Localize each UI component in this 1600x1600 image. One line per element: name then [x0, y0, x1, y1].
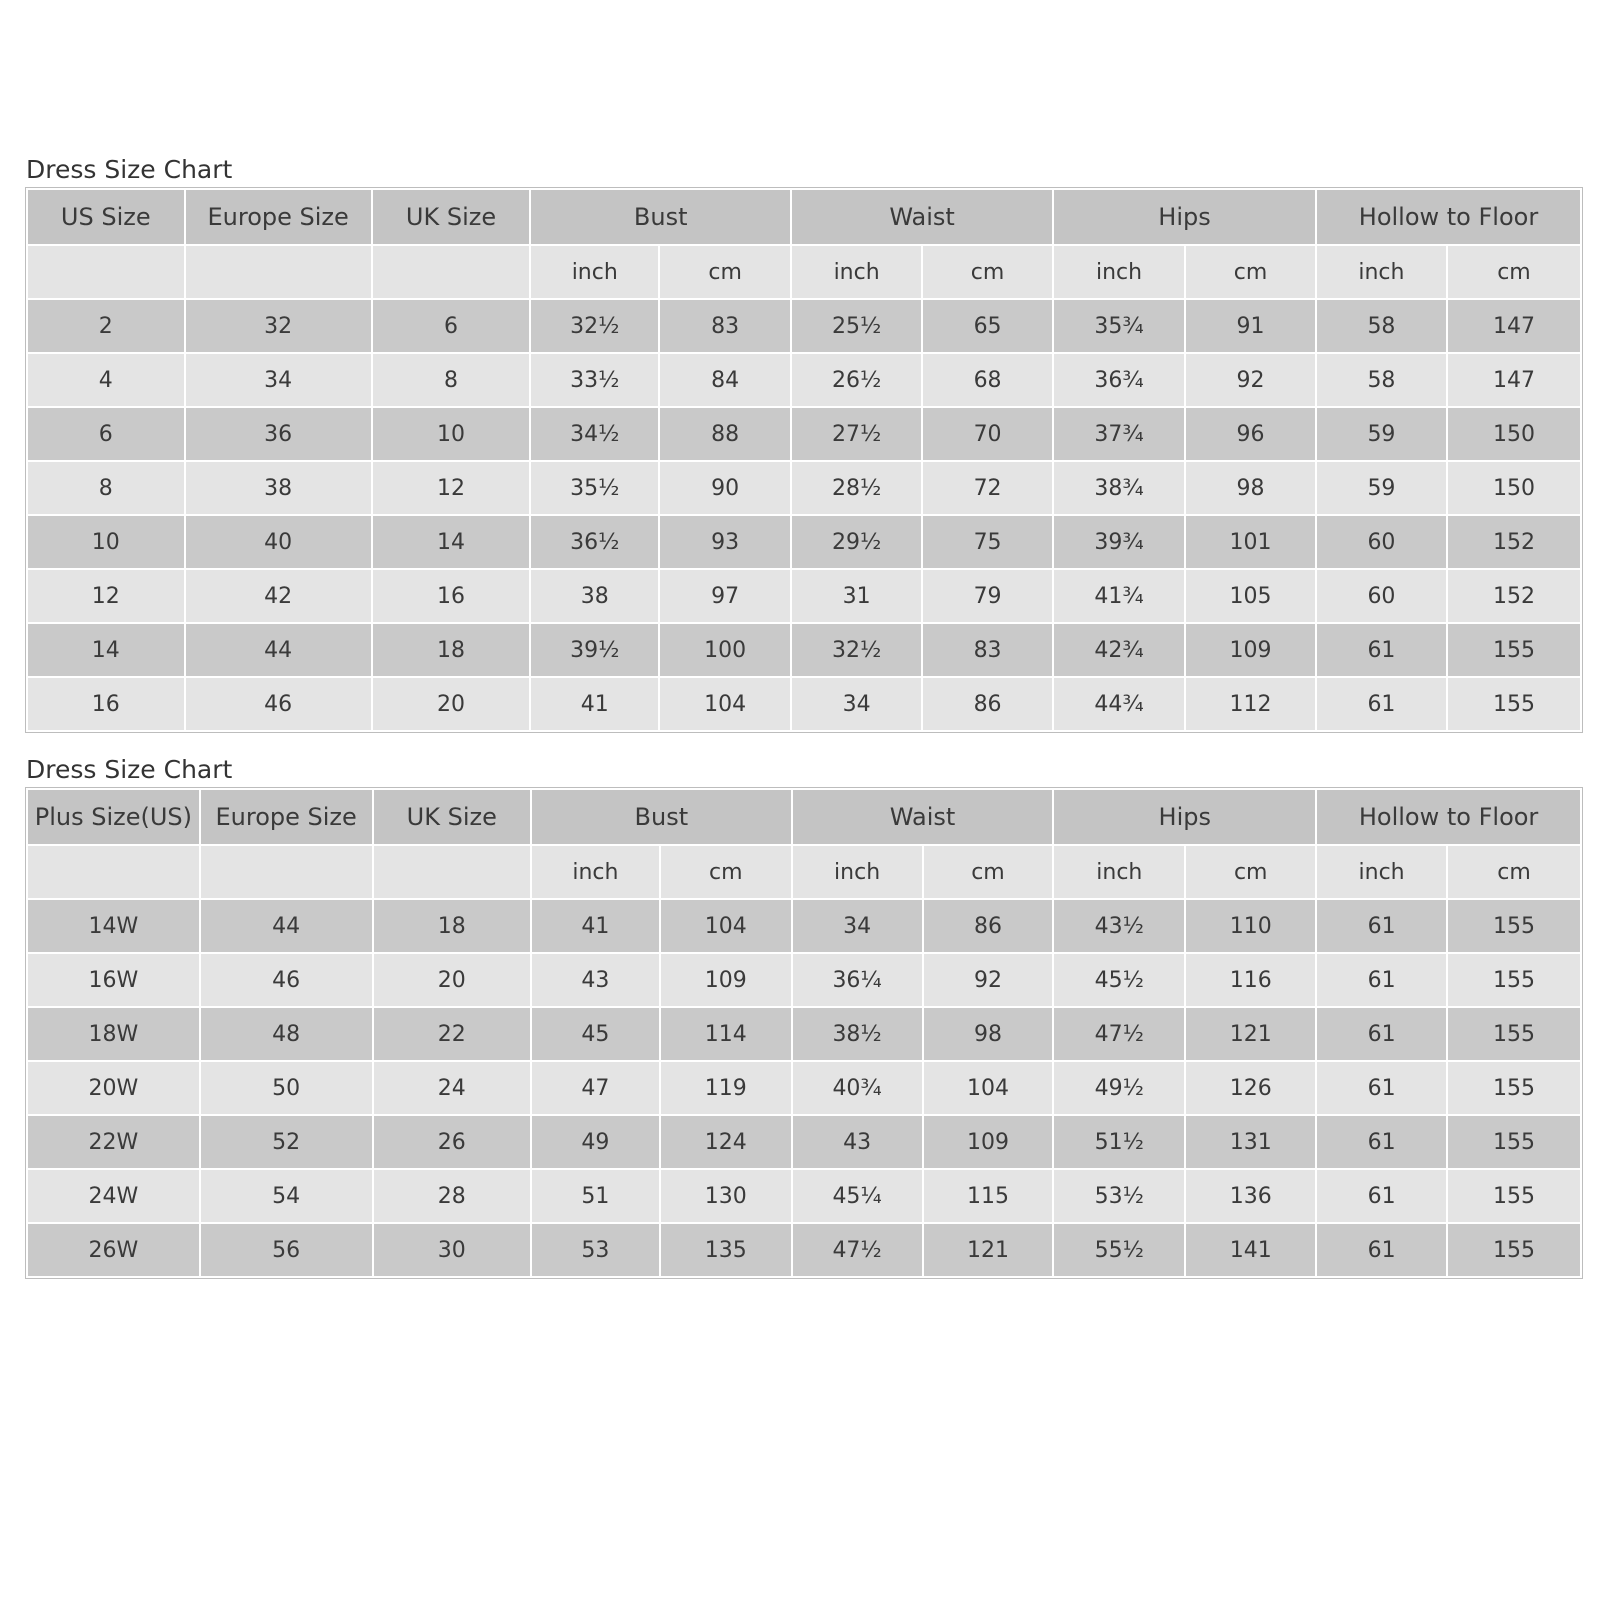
table-cell: 36 — [185, 407, 372, 461]
table-cell: 8 — [372, 353, 531, 407]
table-cell: 14 — [27, 623, 185, 677]
header-row — [27, 789, 1581, 845]
table-cell: 6 — [372, 299, 531, 353]
table-cell: 61 — [1316, 1223, 1447, 1277]
chart-title: Dress Size Chart — [26, 755, 233, 784]
table-row — [27, 1223, 1581, 1277]
table-row — [27, 299, 1581, 353]
table-cell: 10 — [27, 515, 185, 569]
table-cell: 32 — [185, 299, 372, 353]
table-cell: 34 — [791, 677, 922, 731]
table-cell: 115 — [923, 1169, 1054, 1223]
table-cell: 155 — [1447, 1007, 1581, 1061]
table-cell: 16 — [372, 569, 531, 623]
table-cell: 27½ — [791, 407, 922, 461]
empty-cell — [27, 845, 200, 899]
table-cell: 47 — [531, 1061, 660, 1115]
table-cell: 22W — [27, 1115, 200, 1169]
column-header: Bust — [531, 789, 792, 845]
table-cell: 42 — [185, 569, 372, 623]
table-cell: 26 — [373, 1115, 531, 1169]
table-cell: 147 — [1447, 299, 1581, 353]
table-cell: 61 — [1316, 1169, 1447, 1223]
table-cell: 155 — [1447, 899, 1581, 953]
table-cell: 93 — [659, 515, 791, 569]
table-row — [27, 407, 1581, 461]
table-cell: 90 — [659, 461, 791, 515]
table-cell: 88 — [659, 407, 791, 461]
table-cell: 44 — [185, 623, 372, 677]
table-cell: 155 — [1447, 1061, 1581, 1115]
table-cell: 34 — [185, 353, 372, 407]
table-cell: 136 — [1185, 1169, 1316, 1223]
table-cell: 45½ — [1053, 953, 1185, 1007]
unit-label: cm — [1447, 845, 1581, 899]
table-cell: 61 — [1316, 899, 1447, 953]
table-cell: 155 — [1447, 1223, 1581, 1277]
table-cell: 155 — [1447, 1115, 1581, 1169]
column-header: US Size — [27, 189, 185, 245]
table-cell: 83 — [922, 623, 1053, 677]
empty-cell — [200, 845, 373, 899]
table-cell: 28½ — [791, 461, 922, 515]
table-cell: 47½ — [792, 1223, 923, 1277]
column-header: Waist — [792, 789, 1054, 845]
unit-row — [27, 245, 1581, 299]
table-cell: 6 — [27, 407, 185, 461]
column-header: Hollow to Floor — [1316, 189, 1581, 245]
size-chart-plus — [26, 752, 1582, 1278]
table-cell: 46 — [185, 677, 372, 731]
column-header: Hips — [1053, 789, 1316, 845]
table-cell: 61 — [1316, 623, 1447, 677]
table-cell: 155 — [1447, 623, 1581, 677]
table-cell: 68 — [922, 353, 1053, 407]
table-cell: 97 — [659, 569, 791, 623]
unit-label: cm — [923, 845, 1054, 899]
unit-label: inch — [792, 845, 923, 899]
table-cell: 43½ — [1053, 899, 1185, 953]
table-cell: 135 — [660, 1223, 792, 1277]
table-cell: 16W — [27, 953, 200, 1007]
table-cell: 54 — [200, 1169, 373, 1223]
table-cell: 32½ — [530, 299, 659, 353]
table-cell: 96 — [1185, 407, 1316, 461]
table-cell: 131 — [1185, 1115, 1316, 1169]
table-row — [27, 461, 1581, 515]
table-cell: 38½ — [792, 1007, 923, 1061]
unit-label: cm — [1185, 845, 1316, 899]
table-cell: 36¾ — [1053, 353, 1185, 407]
table-cell: 60 — [1316, 569, 1447, 623]
table-cell: 34½ — [530, 407, 659, 461]
table-cell: 50 — [200, 1061, 373, 1115]
table-cell: 14 — [372, 515, 531, 569]
table-cell: 65 — [922, 299, 1053, 353]
column-header: Hollow to Floor — [1316, 789, 1581, 845]
column-header: Bust — [530, 189, 791, 245]
column-header: Plus Size(US) — [27, 789, 200, 845]
table-cell: 116 — [1185, 953, 1316, 1007]
column-header: UK Size — [372, 189, 531, 245]
table-cell: 28 — [373, 1169, 531, 1223]
table-cell: 61 — [1316, 1115, 1447, 1169]
table-cell: 40¾ — [792, 1061, 923, 1115]
table-cell: 12 — [27, 569, 185, 623]
table-cell: 4 — [27, 353, 185, 407]
table-cell: 98 — [1185, 461, 1316, 515]
table-cell: 41 — [530, 677, 659, 731]
table-cell: 48 — [200, 1007, 373, 1061]
table-cell: 60 — [1316, 515, 1447, 569]
table-cell: 104 — [660, 899, 792, 953]
table-cell: 109 — [1185, 623, 1316, 677]
unit-label: inch — [530, 245, 659, 299]
table-cell: 58 — [1316, 353, 1447, 407]
table-cell: 61 — [1316, 677, 1447, 731]
table-cell: 32½ — [791, 623, 922, 677]
table-cell: 16 — [27, 677, 185, 731]
table-row — [27, 899, 1581, 953]
unit-label: cm — [659, 245, 791, 299]
table-cell: 29½ — [791, 515, 922, 569]
table-cell: 43 — [792, 1115, 923, 1169]
header-row — [27, 189, 1581, 245]
table-cell: 49½ — [1053, 1061, 1185, 1115]
table-cell: 25½ — [791, 299, 922, 353]
table-row — [27, 953, 1581, 1007]
table-cell: 155 — [1447, 1169, 1581, 1223]
chart-title: Dress Size Chart — [26, 155, 233, 184]
table-cell: 36¼ — [792, 953, 923, 1007]
table-cell: 45 — [531, 1007, 660, 1061]
table-cell: 18 — [372, 623, 531, 677]
table-row — [27, 1169, 1581, 1223]
table-cell: 79 — [922, 569, 1053, 623]
table-cell: 12 — [372, 461, 531, 515]
table-row — [27, 1115, 1581, 1169]
empty-cell — [27, 245, 185, 299]
table-cell: 38 — [185, 461, 372, 515]
table-cell: 155 — [1447, 677, 1581, 731]
table-cell: 35¾ — [1053, 299, 1185, 353]
table-cell: 26W — [27, 1223, 200, 1277]
table-cell: 112 — [1185, 677, 1316, 731]
table-cell: 24W — [27, 1169, 200, 1223]
table-cell: 126 — [1185, 1061, 1316, 1115]
unit-label: inch — [1053, 245, 1185, 299]
table-cell: 152 — [1447, 515, 1581, 569]
table-cell: 86 — [923, 899, 1054, 953]
table-cell: 42¾ — [1053, 623, 1185, 677]
table-cell: 41¾ — [1053, 569, 1185, 623]
table-cell: 14W — [27, 899, 200, 953]
table-cell: 114 — [660, 1007, 792, 1061]
table-cell: 51 — [531, 1169, 660, 1223]
table-cell: 24 — [373, 1061, 531, 1115]
table-cell: 44 — [200, 899, 373, 953]
table-cell: 141 — [1185, 1223, 1316, 1277]
table-cell: 150 — [1447, 407, 1581, 461]
unit-label: inch — [1053, 845, 1185, 899]
unit-row — [27, 845, 1581, 899]
table-cell: 59 — [1316, 407, 1447, 461]
empty-cell — [372, 245, 531, 299]
table-cell: 37¾ — [1053, 407, 1185, 461]
table-cell: 53 — [531, 1223, 660, 1277]
table-cell: 130 — [660, 1169, 792, 1223]
table-cell: 26½ — [791, 353, 922, 407]
table-cell: 20 — [372, 677, 531, 731]
table-cell: 150 — [1447, 461, 1581, 515]
size-chart-standard — [26, 152, 1582, 732]
unit-label: inch — [791, 245, 922, 299]
table-cell: 61 — [1316, 953, 1447, 1007]
table-cell: 121 — [923, 1223, 1054, 1277]
table-cell: 30 — [373, 1223, 531, 1277]
table-cell: 45¼ — [792, 1169, 923, 1223]
table-cell: 98 — [923, 1007, 1054, 1061]
size-table — [26, 788, 1582, 1278]
column-header: Europe Size — [185, 189, 372, 245]
table-row — [27, 569, 1581, 623]
table-cell: 2 — [27, 299, 185, 353]
table-cell: 152 — [1447, 569, 1581, 623]
table-cell: 84 — [659, 353, 791, 407]
table-cell: 58 — [1316, 299, 1447, 353]
unit-label: cm — [922, 245, 1053, 299]
table-cell: 51½ — [1053, 1115, 1185, 1169]
table-cell: 61 — [1316, 1007, 1447, 1061]
unit-label: inch — [1316, 845, 1447, 899]
table-cell: 56 — [200, 1223, 373, 1277]
table-cell: 33½ — [530, 353, 659, 407]
table-cell: 61 — [1316, 1061, 1447, 1115]
table-cell: 105 — [1185, 569, 1316, 623]
table-cell: 36½ — [530, 515, 659, 569]
size-table — [26, 188, 1582, 732]
table-cell: 38¾ — [1053, 461, 1185, 515]
table-cell: 31 — [791, 569, 922, 623]
table-cell: 155 — [1447, 953, 1581, 1007]
column-header: Waist — [791, 189, 1053, 245]
table-cell: 92 — [923, 953, 1054, 1007]
table-cell: 41 — [531, 899, 660, 953]
table-cell: 18 — [373, 899, 531, 953]
table-cell: 38 — [530, 569, 659, 623]
table-cell: 104 — [659, 677, 791, 731]
table-cell: 10 — [372, 407, 531, 461]
table-cell: 22 — [373, 1007, 531, 1061]
table-row — [27, 1061, 1581, 1115]
empty-cell — [373, 845, 531, 899]
table-cell: 46 — [200, 953, 373, 1007]
table-cell: 104 — [923, 1061, 1054, 1115]
table-cell: 20 — [373, 953, 531, 1007]
table-cell: 55½ — [1053, 1223, 1185, 1277]
table-cell: 47½ — [1053, 1007, 1185, 1061]
table-cell: 39½ — [530, 623, 659, 677]
table-cell: 20W — [27, 1061, 200, 1115]
table-row — [27, 515, 1581, 569]
table-cell: 43 — [531, 953, 660, 1007]
table-row — [27, 353, 1581, 407]
unit-label: cm — [660, 845, 792, 899]
table-cell: 109 — [923, 1115, 1054, 1169]
table-cell: 110 — [1185, 899, 1316, 953]
table-cell: 34 — [792, 899, 923, 953]
table-cell: 52 — [200, 1115, 373, 1169]
column-header: UK Size — [373, 789, 531, 845]
table-cell: 53½ — [1053, 1169, 1185, 1223]
column-header: Hips — [1053, 189, 1316, 245]
table-cell: 49 — [531, 1115, 660, 1169]
table-row — [27, 677, 1581, 731]
table-cell: 59 — [1316, 461, 1447, 515]
table-cell: 101 — [1185, 515, 1316, 569]
table-cell: 18W — [27, 1007, 200, 1061]
table-cell: 83 — [659, 299, 791, 353]
table-cell: 119 — [660, 1061, 792, 1115]
table-cell: 91 — [1185, 299, 1316, 353]
table-cell: 109 — [660, 953, 792, 1007]
table-cell: 72 — [922, 461, 1053, 515]
table-cell: 44¾ — [1053, 677, 1185, 731]
table-cell: 147 — [1447, 353, 1581, 407]
empty-cell — [185, 245, 372, 299]
table-cell: 86 — [922, 677, 1053, 731]
table-cell: 124 — [660, 1115, 792, 1169]
table-cell: 70 — [922, 407, 1053, 461]
table-cell: 40 — [185, 515, 372, 569]
unit-label: inch — [531, 845, 660, 899]
table-cell: 35½ — [530, 461, 659, 515]
column-header: Europe Size — [200, 789, 373, 845]
unit-label: cm — [1185, 245, 1316, 299]
table-cell: 100 — [659, 623, 791, 677]
table-row — [27, 623, 1581, 677]
table-cell: 92 — [1185, 353, 1316, 407]
table-cell: 75 — [922, 515, 1053, 569]
unit-label: cm — [1447, 245, 1581, 299]
table-cell: 8 — [27, 461, 185, 515]
unit-label: inch — [1316, 245, 1447, 299]
table-cell: 121 — [1185, 1007, 1316, 1061]
table-cell: 39¾ — [1053, 515, 1185, 569]
table-row — [27, 1007, 1581, 1061]
